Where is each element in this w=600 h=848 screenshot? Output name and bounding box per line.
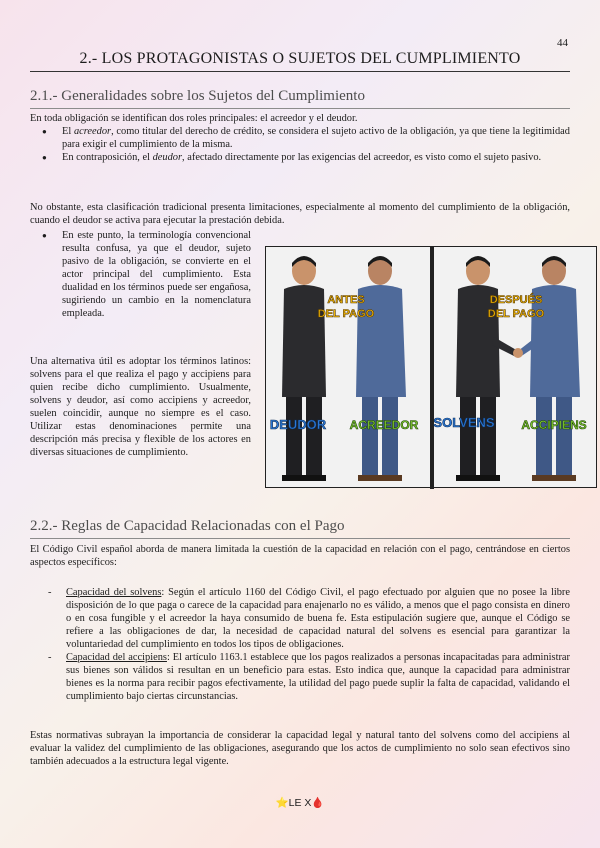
person-accipiens-right bbox=[513, 256, 580, 481]
label-acreedor: ACREEDOR bbox=[349, 418, 419, 432]
section-1-title: 2.1.- Generalidades sobre los Sujetos del Cumplimiento bbox=[30, 88, 365, 104]
footer-logo bbox=[0, 796, 600, 809]
page-number: 44 bbox=[557, 37, 568, 49]
term-deudor: deudor bbox=[152, 152, 183, 163]
list-item-acreedor: ● El acreedor, como titular del derecho de crédito, se considera el sujeto activo de la obligación, ya que tiene la legitimidad para exigir el cumplimiento de la misma. bbox=[30, 125, 570, 151]
chapter-rule bbox=[30, 71, 570, 72]
banner-before-payment-line-1: ANTES bbox=[327, 294, 365, 306]
section-1-paragraph-2: No obstante, esta clasificación tradicional presenta limitaciones, especialmente al momento del cumplimiento de la obligación, cuando el deudor se activa para ejecutar la prestación debida. bbox=[30, 202, 570, 226]
bullet-list-terminology bbox=[30, 229, 251, 320]
list-item-terminology: ● En este punto, la terminología convencional resulta confusa, ya que el deudor, sujeto pasivo de la obligación, se convierte en el actor principal del cumplimiento. Esta dualidad en los términos puede ser engañosa, sugiriendo un cambio en la nomenclatura empleada. bbox=[30, 229, 251, 320]
person-acreedor-left bbox=[356, 256, 406, 481]
banner-after-payment-line-1: DESPUÉS bbox=[489, 294, 543, 306]
term-capacity-accipiens: Capacidad del accipiens bbox=[66, 652, 167, 663]
term-capacity-solvens: Capacidad del solvens bbox=[66, 587, 162, 598]
banner-before-payment-line-2: DEL PAGO bbox=[317, 308, 375, 320]
section-2-intro: El Código Civil español aborda de manera limitada la cuestión de la capacidad en relación con el pago, centrándose en ciertos aspectos específicos: bbox=[30, 544, 570, 568]
roles-illustration-svg bbox=[266, 247, 598, 489]
term-acreedor: acreedor bbox=[73, 126, 112, 137]
roles-illustration bbox=[265, 246, 597, 488]
star-icon: ⭐ bbox=[275, 797, 289, 809]
banner-after-payment-line-2: DEL PAGO bbox=[487, 308, 545, 320]
section-2-title: 2.2.- Reglas de Capacidad Relacionadas con el Pago bbox=[30, 518, 345, 534]
section-1-intro: En toda obligación se identifican dos roles principales: el acreedor y el deudor. bbox=[30, 113, 358, 124]
capacity-list bbox=[30, 586, 570, 703]
footer-brand: LE X bbox=[288, 797, 312, 809]
section-2-rule bbox=[30, 538, 570, 539]
section-1-rule bbox=[30, 108, 570, 109]
list-item-capacity-accipiens: - Capacidad del accipiens: El artículo 1163.1 establece que los pagos realizados a personas incapacitadas para administrar sus bienes son válidos si resultan en un beneficio para estas. Esto indica que, aunque la capacidad para administrar bienes es la norma para recibir pagos efectivamente, la utilidad del pago puede suplir la falta de capacidad, validando el cumplimiento bajo ciertas circunstancias. bbox=[30, 651, 570, 703]
panel-divider bbox=[430, 247, 434, 489]
label-deudor: DEUDOR bbox=[269, 417, 327, 432]
bullet-list-roles bbox=[30, 125, 570, 164]
blood-drop-icon: 🩸 bbox=[311, 797, 325, 809]
list-item-capacity-solvens: - Capacidad del solvens: Según el artículo 1160 del Código Civil, el pago efectuado por alguien que no posee la libre disposición de lo que paga o carece de la capacidad para enajenarlo no es válido, a menos que el pago consista en dinero o en cosa fungible y el acreedor la haya consumido de buena fe. Esta estipulación sugiere que, aunque el Código se refiere a las obligaciones de dar, la necesidad de capacidad natural del solvens es esencial para garantizar la voluntariedad del cumplimiento en todos los tipos de obligaciones. bbox=[30, 586, 570, 651]
person-deudor-left bbox=[282, 256, 326, 481]
person-solvens-right bbox=[456, 256, 518, 481]
section-1-paragraph-3: Una alternativa útil es adoptar los términos latinos: solvens para el que realiza el pago y accipiens para quien recibe dicho cumplimiento. Usualmente, solvens y deudor, así como accipiens y acreedor, suelen coincidir, aunque no siempre es el caso. Utilizar estas denominaciones permite una descripción más precisa y flexible de los actores en diversas situaciones de cumplimiento. bbox=[30, 356, 251, 458]
handshake bbox=[513, 348, 523, 358]
label-solvens: SOLVENS bbox=[433, 415, 495, 430]
chapter-title: 2.- LOS PROTAGONISTAS O SUJETOS DEL CUMPLIMIENTO bbox=[79, 50, 521, 67]
list-item-deudor: ● En contraposición, el deudor, afectado directamente por las exigencias del acreedor, es visto como el sujeto pasivo. bbox=[30, 151, 570, 164]
label-accipiens: ACCIPIENS bbox=[521, 418, 587, 432]
section-2-closing: Estas normativas subrayan la importancia de considerar la capacidad legal y natural tanto del solvens como del accipiens al evaluar la validez del cumplimiento de las obligaciones, asegurando que los actos de cumplimiento no solo sean efectivos sino también adecuados a la estructura legal vigente. bbox=[30, 730, 570, 767]
